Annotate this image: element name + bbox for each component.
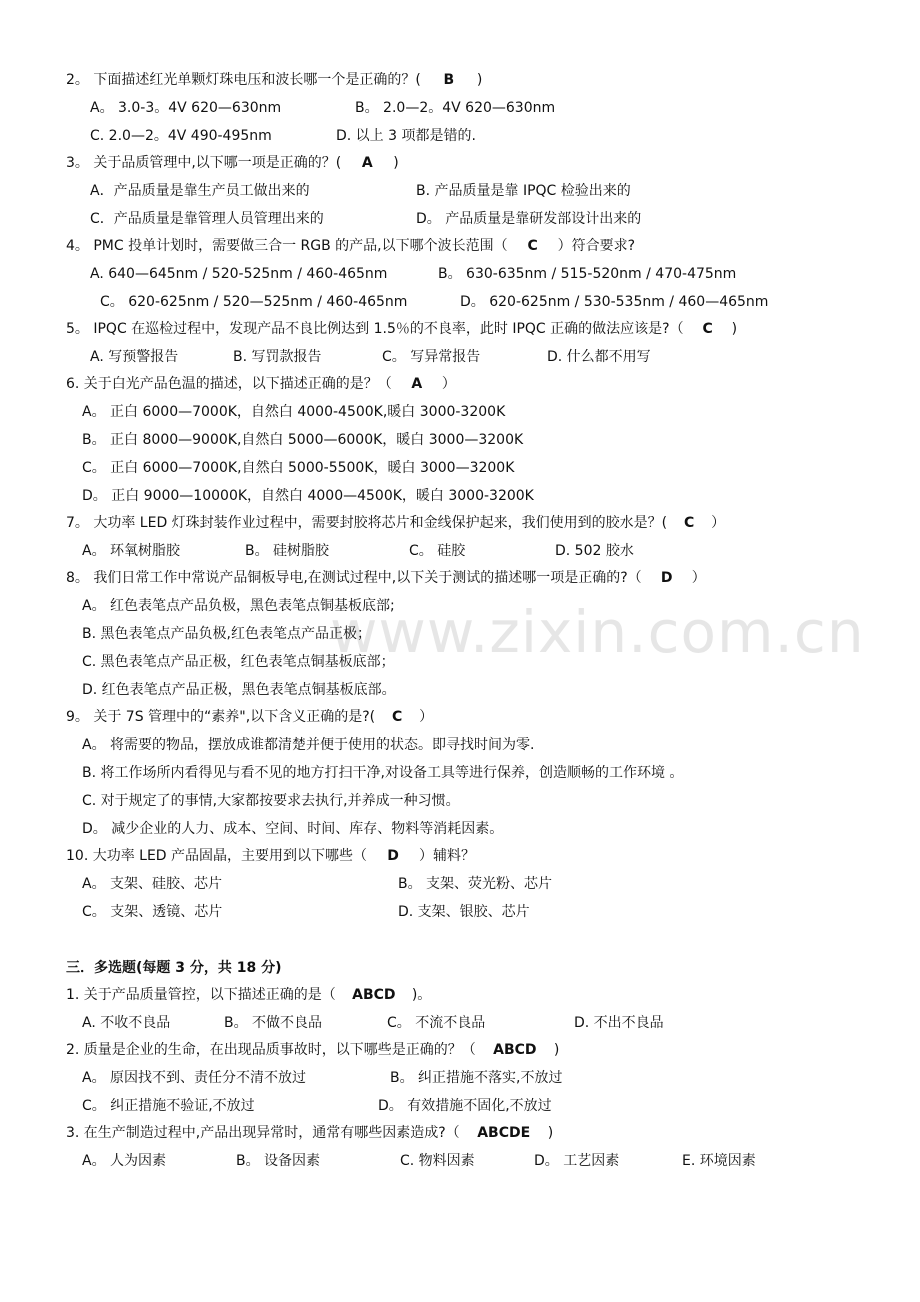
option-d: D. 红色表笔点产品正极，黑色表笔点铜基板底部。 bbox=[82, 682, 396, 698]
option-c: C。 正白 6000—7000K,自然白 5000-5500K，暖白 3000—3200K bbox=[82, 460, 515, 476]
option-a: A。 正白 6000—7000K，自然白 4000-4500K,暖白 3000-3200K bbox=[82, 404, 506, 420]
option-c: C。 支架、透镜、芯片 bbox=[82, 904, 223, 920]
question-suffix: )。 bbox=[411, 987, 432, 1003]
option-c: C。 硅胶 bbox=[409, 543, 466, 559]
question-5 bbox=[66, 319, 737, 339]
question-2 bbox=[66, 70, 482, 90]
option-d: D。 减少企业的人力、成本、空间、时间、库存、物料等消耗因素。 bbox=[82, 821, 504, 837]
option-b: B。 2.0—2。4V 620—630nm bbox=[355, 100, 556, 116]
question-text: 6. 关于白光产品色温的描述，以下描述正确的是？（ bbox=[66, 376, 392, 392]
option-d: D。 有效措施不固化,不放过 bbox=[378, 1098, 552, 1114]
answer: D bbox=[660, 570, 673, 586]
question-text: 5。 IPQC 在巡检过程中，发现产品不良比例达到 1.5％的不良率，此时 IPQC 正确的做法应该是?（ bbox=[66, 321, 684, 337]
question-text: 8。 我们日常工作中常说产品铜板导电,在测试过程中,以下关于测试的描述哪一项是正确的?（ bbox=[66, 570, 642, 586]
option-b: B。 正白 8000—9000K,自然白 5000—6000K，暖白 3000—3200K bbox=[82, 432, 524, 448]
question-suffix: ) bbox=[553, 1042, 560, 1058]
question-suffix: ） bbox=[441, 376, 456, 392]
option-a: A. 不收不良品 bbox=[82, 1015, 171, 1031]
answer: C bbox=[391, 709, 403, 725]
answer: B bbox=[443, 72, 455, 88]
option-d: D. 502 胶水 bbox=[555, 543, 634, 559]
question-text: 3。 关于品质管理中,以下哪一项是正确的？( bbox=[66, 155, 342, 171]
answer: ABCD bbox=[352, 987, 396, 1003]
question-10 bbox=[66, 846, 475, 866]
question-text: 9。 关于 7S 管理中的“素养",以下含义正确的是?( bbox=[66, 709, 376, 725]
option-c: C. 物料因素 bbox=[400, 1153, 475, 1169]
option-b: B。 纠正措施不落实,不放过 bbox=[390, 1070, 563, 1086]
question-text: 7。 大功率 LED 灯珠封装作业过程中，需要封胶将芯片和金线保护起来，我们使用到的胶水是？( bbox=[66, 515, 668, 531]
question-text: 1. 关于产品质量管控，以下描述正确的是（ bbox=[66, 987, 336, 1003]
question-4 bbox=[66, 236, 635, 256]
answer: ABCD bbox=[493, 1042, 537, 1058]
option-c: C. 对于规定了的事情,大家都按要求去执行,并养成一种习惯。 bbox=[82, 793, 460, 809]
question-suffix: ) bbox=[393, 155, 399, 171]
option-a: A。 支架、硅胶、芯片 bbox=[82, 876, 223, 892]
answer: A bbox=[361, 155, 373, 171]
option-b: B. 写罚款报告 bbox=[233, 349, 322, 365]
question-7 bbox=[66, 513, 725, 533]
option-a: A. 写预警报告 bbox=[90, 349, 179, 365]
option-a: A。 人为因素 bbox=[82, 1153, 167, 1169]
question-suffix: ）辅料？ bbox=[419, 848, 476, 864]
option-d: D。 正白 9000—10000K，自然白 4000—4500K，暖白 3000-3200K bbox=[82, 488, 534, 504]
option-c: C。 不流不良品 bbox=[387, 1015, 486, 1031]
multi-question-2 bbox=[66, 1040, 559, 1060]
question-text: 3. 在生产制造过程中,产品出现异常时，通常有哪些因素造成?（ bbox=[66, 1125, 460, 1141]
watermark: www.zixin.com.cn bbox=[330, 598, 865, 666]
answer: ABCDE bbox=[477, 1125, 531, 1141]
section-title: 三．多选题(每题 3 分，共 18 分) bbox=[66, 960, 282, 976]
answer: C bbox=[702, 321, 713, 337]
multi-question-3 bbox=[66, 1123, 553, 1143]
option-d: D. 什么都不用写 bbox=[547, 349, 651, 365]
question-suffix: ） bbox=[711, 515, 726, 531]
option-d: D。 工艺因素 bbox=[534, 1153, 620, 1169]
option-a: A。 环氧树脂胶 bbox=[82, 543, 181, 559]
option-d: D。 620-625nm / 530-535nm / 460—465nm bbox=[460, 294, 769, 310]
question-suffix: ）符合要求? bbox=[557, 238, 636, 254]
question-suffix: ) bbox=[547, 1125, 554, 1141]
option-a: A. 640—645nm / 520-525nm / 460-465nm bbox=[90, 266, 388, 282]
question-suffix: ) bbox=[476, 72, 483, 88]
question-text: 2。 下面描述红光单颗灯珠电压和波长哪一个是正确的？( bbox=[66, 72, 421, 88]
option-b: B. 将工作场所内看得见与看不见的地方打扫干净,对设备工具等进行保养，创造顺畅的工作环境 。 bbox=[82, 765, 684, 781]
option-a: A。 3.0-3。4V 620—630nm bbox=[90, 100, 282, 116]
question-9 bbox=[66, 707, 433, 727]
option-d: D。 产品质量是靠研发部设计出来的 bbox=[416, 211, 642, 227]
option-c: C. 2.0—2。4V 490-495nm bbox=[90, 128, 272, 144]
question-suffix: ) bbox=[731, 321, 738, 337]
option-b: B。 设备因素 bbox=[236, 1153, 321, 1169]
question-text: 2. 质量是企业的生命，在出现品质事故时，以下哪些是正确的？（ bbox=[66, 1042, 476, 1058]
option-d: D. 不出不良品 bbox=[574, 1015, 664, 1031]
question-text: 10. 大功率 LED 产品固晶，主要用到以下哪些（ bbox=[66, 848, 368, 864]
option-a: A。 红色表笔点产品负极，黑色表笔点铜基板底部; bbox=[82, 598, 395, 614]
question-8 bbox=[66, 568, 706, 588]
option-c: C。 写异常报告 bbox=[382, 349, 481, 365]
option-b: B. 黑色表笔点产品负极,红色表笔点产品正极； bbox=[82, 626, 371, 642]
option-b: B. 产品质量是靠 IPQC 检验出来的 bbox=[416, 183, 631, 199]
option-b: B。 支架、荧光粉、芯片 bbox=[398, 876, 553, 892]
option-b: B。 630-635nm / 515-520nm / 470-475nm bbox=[438, 266, 737, 282]
answer: D bbox=[387, 848, 399, 864]
option-d: D. 支架、银胶、芯片 bbox=[398, 904, 530, 920]
answer: C bbox=[684, 515, 695, 531]
option-c: C。 620-625nm / 520—525nm / 460-465nm bbox=[100, 294, 408, 310]
option-a: A．产品质量是靠生产员工做出来的 bbox=[90, 183, 310, 199]
option-e: E. 环境因素 bbox=[682, 1153, 756, 1169]
multi-question-1 bbox=[66, 985, 431, 1005]
option-b: B。 硅树脂胶 bbox=[245, 543, 330, 559]
option-a: A。 原因找不到、责任分不清不放过 bbox=[82, 1070, 307, 1086]
answer: A bbox=[411, 376, 423, 392]
option-c: C. 黑色表笔点产品正极，红色表笔点铜基板底部； bbox=[82, 654, 395, 670]
question-6 bbox=[66, 374, 456, 394]
question-suffix: ） bbox=[691, 570, 706, 586]
question-text: 4。 PMC 投单计划时，需要做三合一 RGB 的产品,以下哪个波长范围（ bbox=[66, 238, 508, 254]
option-b: B。 不做不良品 bbox=[224, 1015, 323, 1031]
question-suffix: ） bbox=[419, 709, 434, 725]
option-a: A。 将需要的物品，摆放成谁都清楚并便于使用的状态。即寻找时间为零. bbox=[82, 737, 535, 753]
answer: C bbox=[527, 238, 538, 254]
option-c: C。 纠正措施不验证,不放过 bbox=[82, 1098, 255, 1114]
option-c: C．产品质量是靠管理人员管理出来的 bbox=[90, 211, 324, 227]
option-d: D. 以上 3 项都是错的. bbox=[336, 128, 476, 144]
question-3 bbox=[66, 153, 399, 173]
